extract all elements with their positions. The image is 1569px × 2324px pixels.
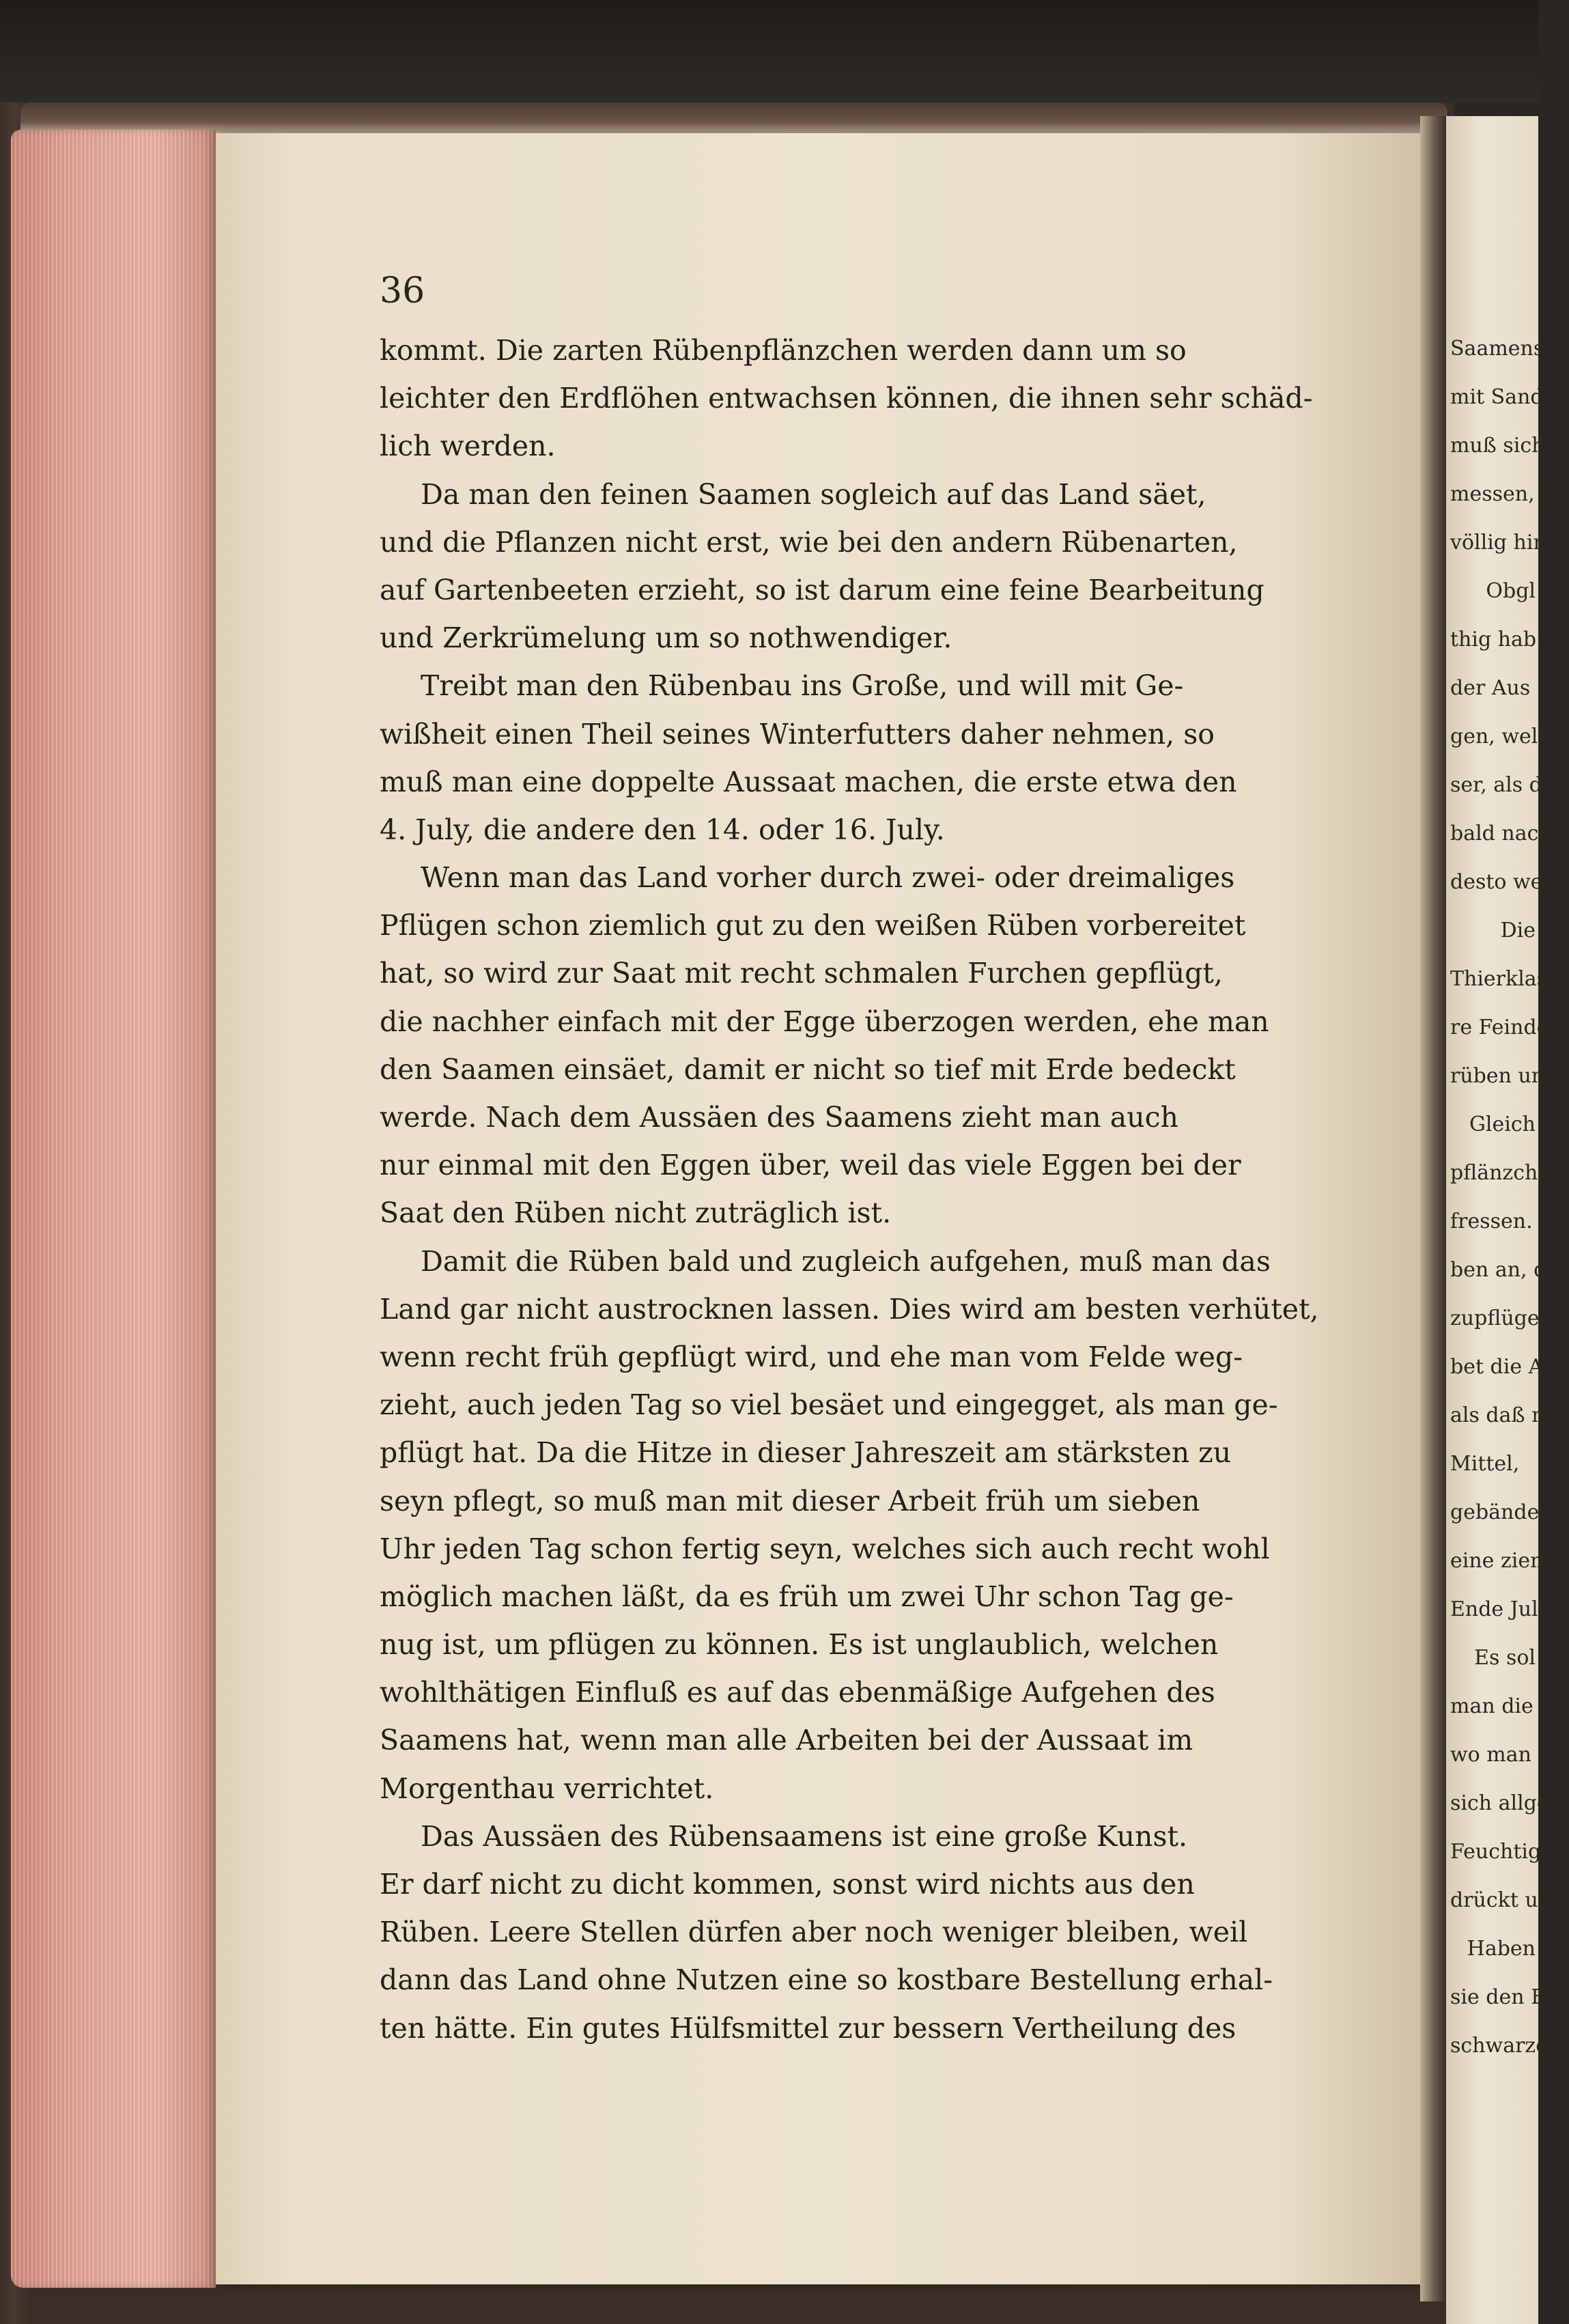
text-line: muß man eine doppelte Aussaat machen, die erste etwa den	[380, 765, 1237, 798]
adjacent-text-line: Es sol	[1474, 1646, 1536, 1670]
text-line: wohlthätigen Einfluß es auf das ebenmäßige Aufgehen des	[380, 1676, 1215, 1709]
adjacent-text-line: als daß m	[1450, 1403, 1551, 1427]
adjacent-text-line: man die	[1450, 1694, 1533, 1718]
background	[0, 0, 1538, 102]
adjacent-text-line: fressen.	[1450, 1209, 1533, 1233]
text-line: den Saamen einsäet, damit er nicht so tief mit Erde bedeckt	[380, 1052, 1236, 1086]
text-line: leichter den Erdflöhen entwachsen können, die ihnen sehr schäd-	[380, 382, 1313, 415]
text-line: möglich machen läßt, da es früh um zwei Uhr schon Tag ge-	[380, 1580, 1234, 1613]
adjacent-text-line: wo man	[1450, 1743, 1531, 1767]
text-line: Das Aussäen des Rübensaamens ist eine große Kunst.	[421, 1819, 1187, 1853]
adjacent-text-line: Thierklas	[1450, 967, 1548, 991]
text-line: Morgenthau verrichtet.	[380, 1772, 714, 1805]
text-line: werde. Nach dem Aussäen des Saamens zieht man auch	[380, 1101, 1178, 1134]
text-line: Pflügen schon ziemlich gut zu den weißen Rüben vorbereitet	[380, 909, 1246, 942]
adjacent-text-line: sich allge	[1450, 1791, 1549, 1815]
text-line: auf Gartenbeeten erzieht, so ist darum eine feine Bearbeitung	[380, 573, 1264, 606]
adjacent-text-line: Mittel,	[1450, 1452, 1520, 1476]
page-text	[380, 326, 1319, 2052]
text-line: Land gar nicht austrocknen lassen. Dies wird am besten verhütet,	[380, 1292, 1319, 1326]
text-line: wenn recht früh gepflügt wird, und ehe man vom Felde weg-	[380, 1340, 1243, 1373]
adjacent-text-line: pflänzchen	[1450, 1161, 1564, 1185]
text-line: Er darf nicht zu dicht kommen, sonst wird nichts aus den	[380, 1868, 1195, 1901]
adjacent-text-line: messen, u	[1450, 482, 1555, 506]
text-line: lich werden.	[380, 430, 556, 463]
text-line: und Zerkrümelung um so nothwendiger.	[380, 621, 952, 655]
adjacent-text-line: der Aus	[1450, 676, 1531, 700]
text-line: Rüben. Leere Stellen dürfen aber noch weniger bleiben, weil	[380, 1916, 1248, 1949]
page-number: 36	[380, 270, 425, 311]
adjacent-text-line: zupflügen	[1450, 1306, 1553, 1330]
adjacent-text-line: drückt und	[1450, 1888, 1565, 1912]
text-line: Damit die Rüben bald und zugleich aufgehen, muß man das	[421, 1244, 1271, 1278]
adjacent-text-line: rüben und	[1450, 1064, 1558, 1088]
text-line: Treibt man den Rübenbau ins Große, und will mit Ge-	[421, 669, 1184, 703]
book-gutter	[1420, 116, 1447, 2301]
text-line: zieht, auch jeden Tag so viel besäet und eingegget, als man ge-	[380, 1388, 1278, 1422]
adjacent-page-text	[1450, 324, 1569, 2070]
adjacent-text-line: ben an, d	[1450, 1258, 1547, 1282]
text-line: nur einmal mit den Eggen über, weil das viele Eggen bei der	[380, 1149, 1241, 1182]
adjacent-text-line: Saamens	[1450, 337, 1544, 361]
text-line: kommt. Die zarten Rübenpflänzchen werden dann um so	[380, 334, 1187, 367]
adjacent-text-line: schwarzen	[1450, 2034, 1561, 2058]
text-line: die nachher einfach mit der Egge überzogen werden, ehe man	[380, 1005, 1269, 1038]
adjacent-text-line: ser, als d	[1450, 773, 1542, 797]
adjacent-text-line: Obgl	[1486, 579, 1536, 603]
adjacent-text-line: gen, wel	[1450, 725, 1538, 748]
adjacent-text-line: Ende Juli	[1450, 1597, 1545, 1621]
adjacent-text-line: gebändert	[1450, 1500, 1557, 1524]
adjacent-text-line: Die	[1500, 919, 1536, 942]
adjacent-text-line: mit Sand	[1450, 385, 1544, 409]
adjacent-text-line: bald nach	[1450, 822, 1552, 845]
text-line: Saamens hat, wenn man alle Arbeiten bei der Aussaat im	[380, 1724, 1193, 1757]
page-edges-side	[11, 130, 216, 2288]
text-line: seyn pflegt, so muß man mit dieser Arbeit früh um sieben	[380, 1484, 1200, 1517]
adjacent-text-line: Feuchtigke	[1450, 1840, 1566, 1864]
page-edges-top	[20, 102, 1447, 135]
text-line: 4. July, die andere den 14. oder 16. July.	[380, 813, 945, 846]
adjacent-text-line: muß sich	[1450, 434, 1545, 458]
text-line: wißheit einen Theil seines Winterfutters daher nehmen, so	[380, 717, 1215, 751]
adjacent-text-line: sie den Erd	[1450, 1985, 1569, 2009]
adjacent-text-line: Haben	[1467, 1937, 1536, 1961]
adjacent-text-line: desto wen	[1450, 870, 1556, 894]
text-line: Wenn man das Land vorher durch zwei- oder dreimaliges	[421, 861, 1235, 895]
text-line: Da man den feinen Saamen sogleich auf das Land säet,	[421, 477, 1206, 511]
adjacent-text-line: re Feinde,	[1450, 1016, 1555, 1039]
adjacent-text-line: eine ziem	[1450, 1549, 1550, 1573]
text-line: und die Pflanzen nicht erst, wie bei den andern Rübenarten,	[380, 525, 1238, 559]
adjacent-text-line: bet die Ar	[1450, 1355, 1553, 1379]
adjacent-text-line: thig hab	[1450, 628, 1537, 652]
adjacent-text-line: völlig hin	[1450, 531, 1546, 555]
text-line: Uhr jeden Tag schon fertig seyn, welches sich auch recht wohl	[380, 1532, 1270, 1565]
adjacent-text-line: Gleich	[1469, 1112, 1536, 1136]
text-line: dann das Land ohne Nutzen eine so kostbare Bestellung erhal-	[380, 1963, 1273, 1997]
text-line: nug ist, um pflügen zu können. Es ist unglaublich, welchen	[380, 1628, 1219, 1662]
text-line: ten hätte. Ein gutes Hülfsmittel zur bessern Vertheilung des	[380, 2011, 1236, 2045]
text-line: pflügt hat. Da die Hitze in dieser Jahreszeit am stärksten zu	[380, 1436, 1232, 1470]
text-line: hat, so wird zur Saat mit recht schmalen Furchen gepflügt,	[380, 957, 1223, 990]
text-line: Saat den Rüben nicht zuträglich ist.	[380, 1196, 892, 1230]
